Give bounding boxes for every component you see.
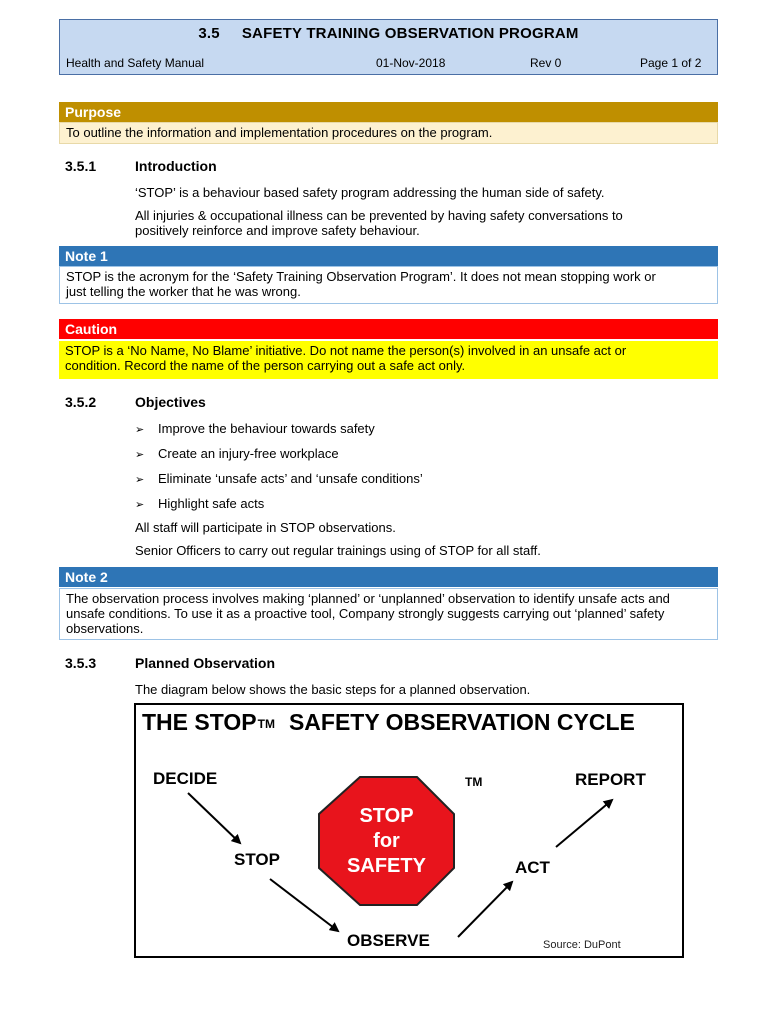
note2-line-2: unsafe conditions. To use it as a proactive tool, Company strongly suggests carrying out ‘planned’ safety <box>66 606 665 621</box>
note2-heading: Note 2 <box>59 567 718 587</box>
source-credit: Source: DuPont <box>543 939 621 951</box>
stop-cycle-diagram <box>134 703 684 958</box>
note1-box <box>59 266 718 304</box>
planned-section-title: Planned Observation <box>135 655 276 671</box>
caution-line-2: condition. Record the name of the person carrying out a safe act only. <box>65 358 466 373</box>
sign-trademark: TM <box>465 775 483 789</box>
caution-box <box>59 341 718 379</box>
sign-line-safety: SAFETY <box>347 855 426 877</box>
intro-section-number: 3.5.1 <box>65 158 97 174</box>
objective-item <box>135 471 423 486</box>
step-observe: OBSERVE <box>347 931 430 950</box>
note2-line-1: The observation process involves making ‘planned’ or ‘unplanned’ observation to identify unsafe acts and <box>66 591 670 606</box>
revision-label: Rev 0 <box>530 56 562 70</box>
diagram-title-part-2: SAFETY OBSERVATION CYCLE <box>288 709 635 735</box>
objectives-paragraph-1: All staff will participate in STOP observations. <box>135 520 396 535</box>
page-indicator: Page 1 of 2 <box>640 56 702 70</box>
step-act: ACT <box>515 858 550 877</box>
objective-item <box>135 421 375 436</box>
diagram-title <box>142 709 635 736</box>
objective-item <box>135 446 339 461</box>
note2-line-3: observations. <box>66 621 144 636</box>
decide-to-stop-arrow <box>188 793 240 843</box>
diagram-title-part-1: THE STOP <box>142 709 257 735</box>
intro-paragraph-2-line-1: All injuries & occupational illness can be prevented by having safety conversations to <box>135 208 623 223</box>
section-title: SAFETY TRAINING OBSERVATION PROGRAM <box>241 25 579 42</box>
sign-line-for: for <box>373 830 400 852</box>
arrow-bullet-icon: ➢ <box>135 449 145 461</box>
objectives-section-number: 3.5.2 <box>65 394 97 410</box>
arrow-bullet-icon: ➢ <box>135 499 145 511</box>
act-to-report-arrow <box>556 800 612 847</box>
arrow-bullet-icon: ➢ <box>135 474 145 486</box>
objective-text: Improve the behaviour towards safety <box>158 421 375 436</box>
document-date: 01-Nov-2018 <box>376 56 446 70</box>
step-decide: DECIDE <box>153 769 218 788</box>
objective-text: Create an injury-free workplace <box>158 446 339 461</box>
intro-paragraph-1: ‘STOP’ is a behaviour based safety program addressing the human side of safety. <box>135 185 605 200</box>
note1-heading: Note 1 <box>59 246 718 266</box>
note2-box <box>59 588 718 640</box>
note1-line-1: STOP is the acronym for the ‘Safety Training Observation Program’. It does not mean stopping work or <box>66 269 656 284</box>
note1-line-2: just telling the worker that he was wrong. <box>66 284 301 299</box>
section-number: 3.5 <box>198 25 220 42</box>
page-title <box>60 25 717 42</box>
step-report: REPORT <box>575 770 646 789</box>
arrow-bullet-icon: ➢ <box>135 424 145 436</box>
objective-item <box>135 496 264 511</box>
observe-to-act-arrow <box>458 882 512 937</box>
sign-line-stop: STOP <box>359 805 414 827</box>
purpose-heading: Purpose <box>59 102 718 122</box>
caution-heading: Caution <box>59 319 718 339</box>
purpose-text: To outline the information and implementation procedures on the program. <box>59 122 718 144</box>
objectives-paragraph-2: Senior Officers to carry out regular trainings using of STOP for all staff. <box>135 543 541 558</box>
objectives-section-title: Objectives <box>135 394 206 410</box>
caution-line-1: STOP is a ‘No Name, No Blame’ initiative. Do not name the person(s) involved in an unsafe act or <box>65 343 627 358</box>
objective-text: Eliminate ‘unsafe acts’ and ‘unsafe conditions’ <box>158 471 423 486</box>
intro-section-title: Introduction <box>135 158 217 174</box>
document-header <box>59 19 718 75</box>
stop-to-observe-arrow <box>270 879 338 931</box>
objective-text: Highlight safe acts <box>158 496 265 511</box>
trademark-symbol: TM <box>257 716 275 731</box>
intro-paragraph-2-line-2: positively reinforce and improve safety behaviour. <box>135 223 420 238</box>
step-stop: STOP <box>234 850 280 869</box>
planned-paragraph: The diagram below shows the basic steps for a planned observation. <box>135 682 531 697</box>
planned-section-number: 3.5.3 <box>65 655 97 671</box>
manual-name: Health and Safety Manual <box>66 56 205 70</box>
stop-sign-text <box>319 804 454 879</box>
